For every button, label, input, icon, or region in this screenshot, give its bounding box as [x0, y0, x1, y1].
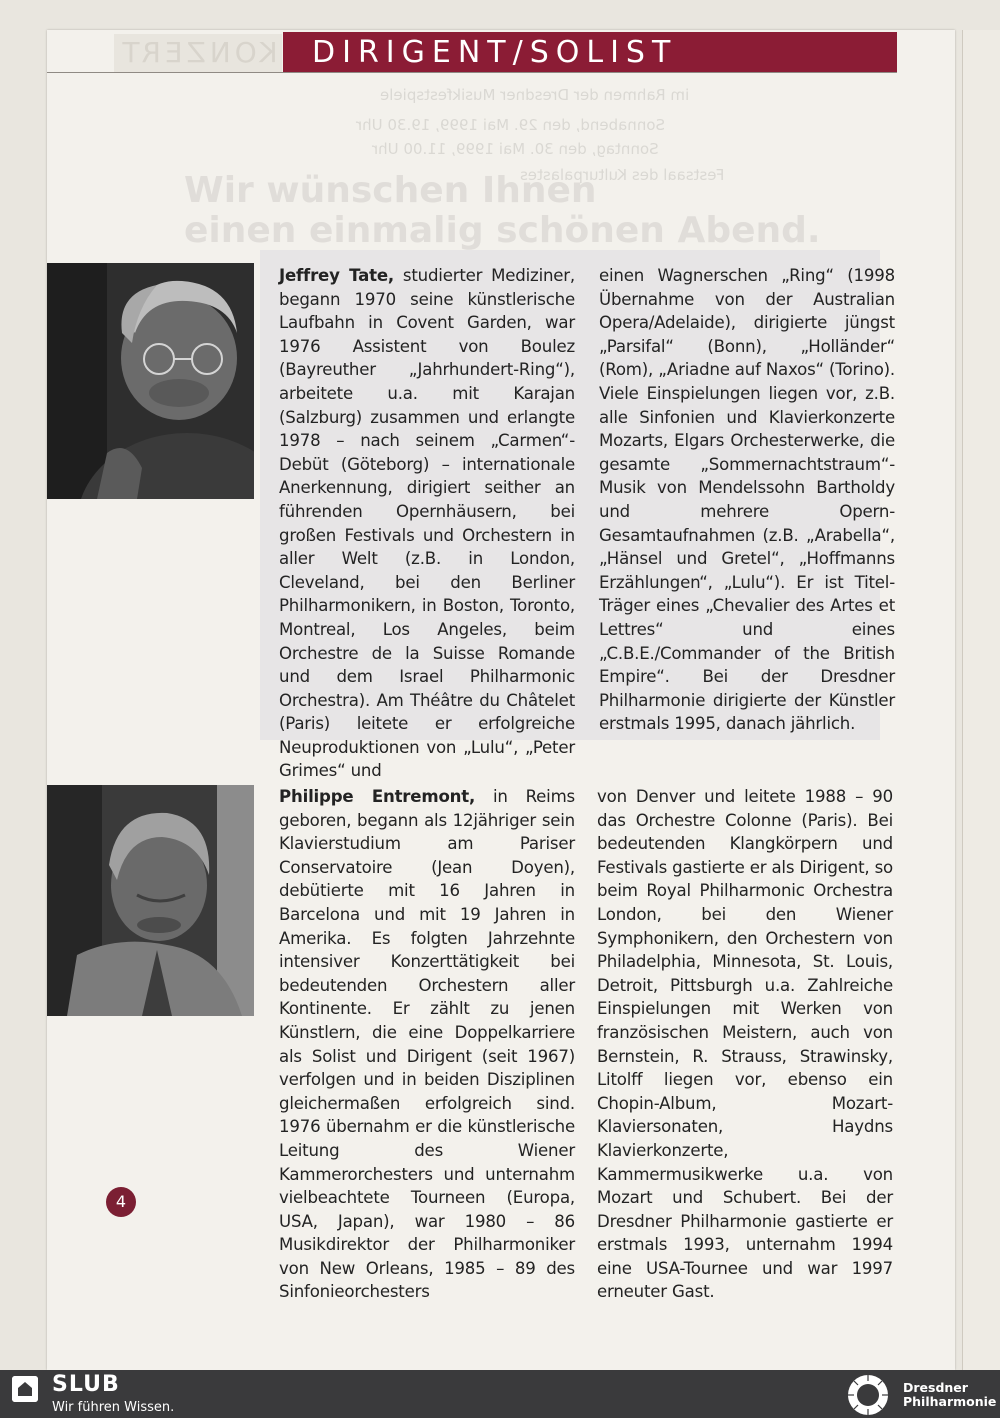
dresdner-philharmonie-logo-icon[interactable]: [840, 1372, 896, 1418]
portrait-philippe-entremont-image: [47, 785, 254, 1016]
bio-name-jeffrey-tate: Jeffrey Tate,: [279, 266, 394, 285]
partner-name: [903, 1381, 996, 1409]
page-title: DIRIGENT/SOLIST: [312, 35, 678, 70]
bio-philippe-entremont-column-1: [279, 785, 576, 1302]
library-name[interactable]: SLUB: [52, 1372, 120, 1397]
library-tagline: Wir führen Wissen.: [52, 1400, 175, 1415]
show-through-heading: Wir wünschen Ihnen: [184, 170, 597, 211]
portrait-photo-philippe-entremont: [47, 785, 254, 1016]
page-number: 4: [106, 1187, 136, 1217]
bio-text: studierter Mediziner, begann 1970 seine künstlerische Laufbahn in Covent Garden, war 1976 Assistent von Boulez (Bayreuther „Jahrhundert-Ring“), arbeitete u.a. mit Karajan (Salzburg) zusammen und erlangte 1978 – nach seinem „Carmen“-Debüt (Göteborg) – internationale Anerkennung, dirigiert seither an führenden Opernhäusern, bei großen Festivals und Orchestern in aller Welt (z.B. in London, Cleveland, bei den Berliner Philharmonikern, in Boston, Toronto, Montreal, Los Angeles, beim Orchestre de la Suisse Romande und dem Israel Philharmonic Orchestra). Am Théâtre du Châtelet (Paris) leitete er erfolgreiche Neuproduktionen von „Lulu“, „Peter Grimes“ und: [279, 266, 575, 781]
portrait-photo-jeffrey-tate: [47, 263, 254, 499]
show-through-line: im Rahmen der Dresdner Musikfestspiele: [380, 86, 690, 104]
bio-philippe-entremont-column-2: von Denver und leitete 1988 – 90 das Orchestre Colonne (Paris). Bei bedeutenden Klangkörpern und Festivals gastierte er als Dirigent, so beim Royal Philharmonic Orchestra London, bei den Wiener Symphonikern, den Orchestern von Philadelphia, Minnesota, St. Louis, Detroit, Pittsburgh u.a. Zahlreiche Einspielungen mit Werken von französischen Meistern, auch von Bernstein, R. Strauss, Strawinsky, Litolff liegen vor, ebenso ein Chopin-Album, Mozart-Klaviersonaten, Haydns Klavierkonzerte, Kammermusikwerke u.a. von Mozart und Schubert. Bei der Dresdner Philharmonie gastierte er erstmals 1993, unternahm 1994 eine USA-Tournee und war 1997 erneuter Gast.: [597, 787, 893, 1302]
partner-name-line-2: Philharmonie: [903, 1394, 997, 1409]
show-through-line: Sonnabend, den 29. Mai 1999, 19.30 Uhr: [356, 116, 666, 134]
header-rule: [47, 72, 897, 73]
bio-name-philippe-entremont: Philippe Entremont,: [279, 787, 476, 806]
portrait-jeffrey-tate-image: [47, 263, 254, 499]
bio-jeffrey-tate-column-2: einen Wagnerschen „Ring“ (1998 Übernahme von der Australian Opera/Adelaide), dirigierte jüngst „Parsifal“ (Bonn), „Holländer“ (Rom), „Ariadne auf Naxos“ (Torino). Viele Einspielungen liegen vor, z.B. alle Sinfonien und Klavierkonzerte Mozarts, Elgars Orchesterwerke, die gesamte „Sommernachtstraum“-Musik von Mendelssohn Bartholdy und mehrere Opern-Gesamtaufnahmen (z.B. „Arabella“, „Hänsel und Gretel“, „Hoffmanns Erzählungen“, „Lulu“). Er ist Titel-Träger eines „Chevalier des Artes et Lettres“ und eines „C.B.E./Commander of the British Empire“. Bei der Dresdner Philharmonie dirigierte der Künstler erstmals 1995, danach jährlich.: [599, 266, 895, 734]
partner-name-line-1: Dresdner: [903, 1380, 968, 1395]
show-through-line: Festsaal des Kulturpalastes: [520, 166, 725, 184]
show-through-line: Sonntag, den 30. Mai 1999, 11.00 Uhr: [372, 140, 659, 158]
next-page-edge: [962, 30, 1000, 1370]
slub-logo-icon[interactable]: [12, 1376, 38, 1402]
slub-logo-mark: [12, 1376, 38, 1402]
header-ghost-label: KONZERT: [114, 34, 282, 72]
show-through-heading: einen einmalig schönen Abend.: [184, 210, 821, 251]
bio-text: in Reims geboren, begann als 12jähriger sein Klavierstudium am Pariser Conservatoire (Jean Doyen), debütierte mit 16 Jahren in Barcelona und mit 19 Jahren in Amerika. Es folgten Jahrzehnte intensiver Konzerttätigkeit bei bedeutenden Orchestern aller Kontinente. Er zählt zu jenen Künstlern, die eine Doppelkarriere als Solist und Dirigent (seit 1967) verfolgen und in beiden Disziplinen gleichermaßen erfolgreich sind. 1976 übernahm er die künstlerische Leitung des Wiener Kammerorchesters und unternahm vielbeachtete Tourneen (Europa, USA, Japan), war 1980 – 86 Musikdirektor der Philharmoniker von New Orleans, 1985 – 89 des Sinfonieorchesters: [279, 787, 576, 1302]
bio-jeffrey-tate-column-1: [279, 264, 575, 781]
